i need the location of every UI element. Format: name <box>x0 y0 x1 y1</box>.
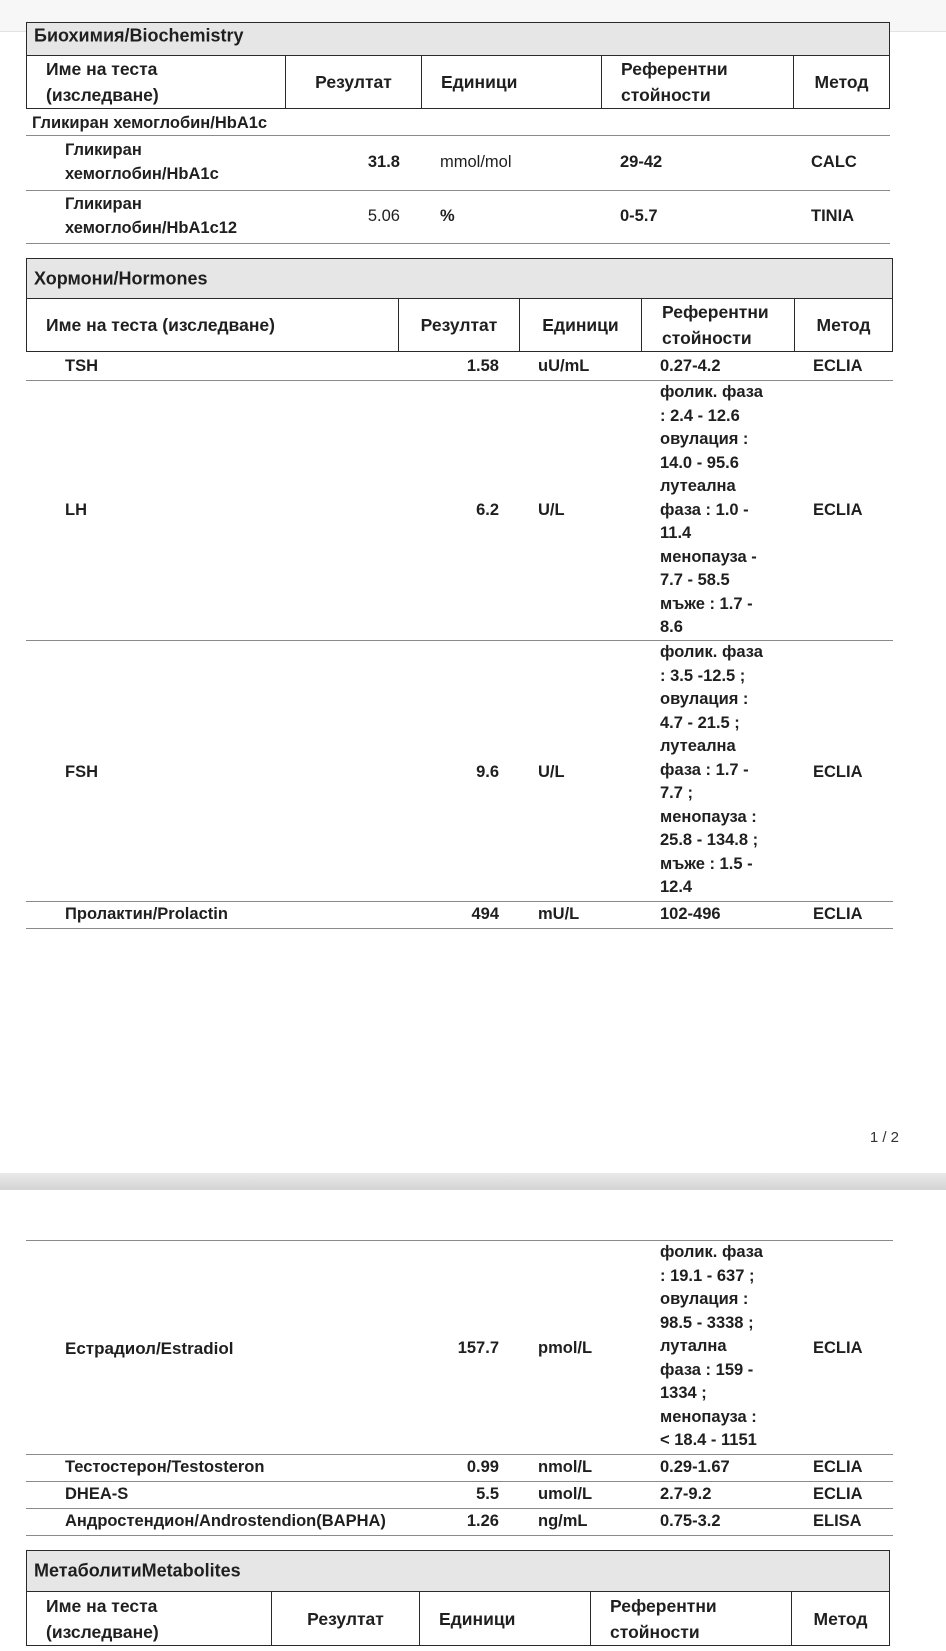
row-divider <box>26 135 890 136</box>
test-method: ECLIA <box>813 501 863 519</box>
header-result: Резултат <box>286 56 422 108</box>
test-result: 5.5 <box>476 1485 499 1503</box>
header-reference: Референтни стойности <box>642 299 795 351</box>
table-row <box>0 1241 946 1454</box>
header-test-name: Име на теста (изследване) <box>27 56 286 108</box>
test-units: U/L <box>538 501 565 519</box>
test-reference: 0-5.7 <box>620 207 658 225</box>
header-test-name: Име на теста (изследване) <box>27 299 399 351</box>
section-title: МетаболитиMetabolites <box>34 1560 241 1581</box>
test-units: ng/mL <box>538 1512 588 1530</box>
test-reference: 29-42 <box>620 153 663 171</box>
metabolites-table-header <box>26 1591 890 1646</box>
header-units: Единици <box>520 299 642 351</box>
table-row <box>0 1455 946 1481</box>
section-hormones-title <box>26 258 893 299</box>
header-result: Резултат <box>399 299 520 351</box>
test-reference: 0.27-4.2 <box>660 357 721 375</box>
test-units: U/L <box>538 763 565 781</box>
table-row <box>0 191 946 243</box>
table-row <box>0 641 946 901</box>
test-result: 1.26 <box>466 1512 499 1530</box>
test-units: nmol/L <box>538 1458 593 1476</box>
table-row <box>0 381 946 641</box>
test-name: TSH <box>65 357 98 375</box>
test-result: 0.99 <box>466 1458 499 1476</box>
test-result: 494 <box>471 905 499 923</box>
test-result: 6.2 <box>476 501 499 519</box>
section-metabolites-title <box>26 1550 890 1592</box>
test-name: Андростендион/Androstendion(BAPHA) <box>65 1512 386 1530</box>
table-row <box>0 137 946 189</box>
test-units: mmol/mol <box>440 153 512 171</box>
test-reference: фолик. фаза : 2.4 - 12.6 овулация : 14.0 - 95.6 лутеална фаза : 1.0 - 11.4 менопауза - 7.7 - 58.5 мъже : 1.7 - 8.6 <box>660 383 763 636</box>
test-method: ECLIA <box>813 763 863 781</box>
test-result: 31.8 <box>367 153 400 171</box>
section-title: Биохимия/Biochemistry <box>34 25 244 46</box>
test-name: Гликиран хемоглобин/HbA1c12 <box>65 195 238 237</box>
test-reference: 0.75-3.2 <box>660 1512 721 1530</box>
test-result: 9.6 <box>476 763 499 781</box>
row-divider <box>26 1535 893 1536</box>
group-label-hba1c: Гликиран хемоглобин/HbA1c <box>32 114 268 132</box>
test-method: ECLIA <box>813 357 863 375</box>
test-name: Пролактин/Prolactin <box>65 905 228 923</box>
test-method: ECLIA <box>813 1339 863 1357</box>
header-method: Метод <box>816 315 871 335</box>
header-result: Резултат <box>272 1592 420 1645</box>
test-name: FSH <box>65 763 98 781</box>
hormones-table-header <box>26 298 893 352</box>
header-test-name: Име на теста (изследване) <box>27 1592 272 1645</box>
test-method: ELISA <box>813 1512 862 1530</box>
test-units: umol/L <box>538 1485 593 1503</box>
test-name: Естрадиол/Estradiol <box>65 1339 234 1358</box>
test-reference: 2.7-9.2 <box>660 1485 712 1503</box>
test-units: uU/mL <box>538 357 590 375</box>
test-reference: фолик. фаза : 19.1 - 637 ; овулация : 98.5 - 3338 ; лутална фаза : 159 - 1334 ; менопауза : < 18.4 - 1151 <box>660 1243 763 1449</box>
test-result: 157.7 <box>457 1339 499 1357</box>
header-units: Единици <box>422 56 602 108</box>
section-title: Хормони/Hormones <box>34 268 208 288</box>
test-result: 1.58 <box>466 357 499 375</box>
test-name: Гликиран хемоглобин/HbA1c <box>65 141 219 183</box>
header-reference: Референтни стойности <box>602 56 794 108</box>
test-reference: 102-496 <box>660 905 721 923</box>
test-units: mU/L <box>538 905 580 923</box>
test-method: ECLIA <box>813 1485 863 1503</box>
header-method: Метод <box>813 1608 868 1629</box>
test-name: Тестостерон/Testosteron <box>65 1458 265 1476</box>
test-units: % <box>440 207 455 225</box>
page-number: 1 / 2 <box>869 1129 899 1146</box>
test-method: TINIA <box>811 207 855 225</box>
test-method: CALC <box>811 153 857 171</box>
row-divider <box>26 928 893 929</box>
test-result: 5.06 <box>367 207 400 225</box>
table-row <box>0 902 946 928</box>
biochemistry-table-header <box>26 55 890 109</box>
header-method: Метод <box>814 72 869 92</box>
row-divider <box>26 243 890 244</box>
table-row <box>0 1509 946 1535</box>
header-units: Единици <box>420 1592 591 1645</box>
section-biochemistry-title <box>26 22 890 56</box>
test-reference: фолик. фаза : 3.5 -12.5 ; овулация : 4.7 - 21.5 ; лутеална фаза : 1.7 - 7.7 ; менопауза : 25.8 - 134.8 ; мъже : 1.5 - 12.4 <box>660 643 763 896</box>
page-break <box>0 1173 946 1190</box>
header-reference: Референтни стойности <box>591 1592 792 1645</box>
test-units: pmol/L <box>538 1339 593 1357</box>
test-method: ECLIA <box>813 905 863 923</box>
table-row <box>0 1482 946 1508</box>
test-name: DHEA-S <box>65 1485 129 1503</box>
test-reference: 0.29-1.67 <box>660 1458 730 1476</box>
test-method: ECLIA <box>813 1458 863 1476</box>
test-name: LH <box>65 501 87 519</box>
table-row <box>0 354 946 380</box>
